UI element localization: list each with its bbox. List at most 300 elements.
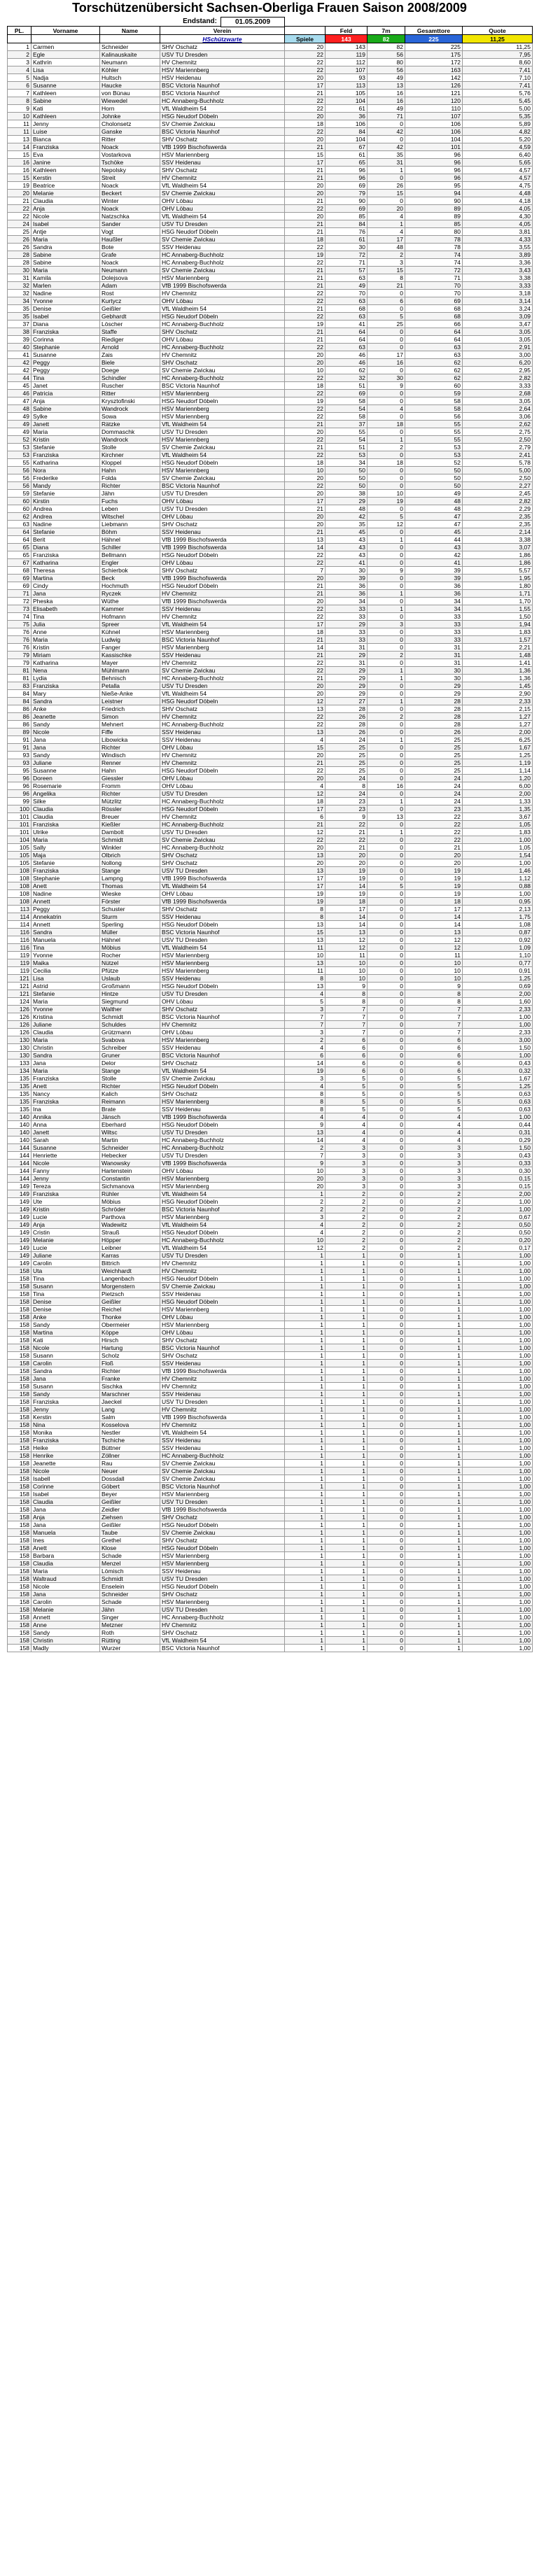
quota-cell: 4,82 [463,128,533,136]
total-goals-cell: 1 [405,1306,463,1314]
seven-m-cell: 0 [368,1645,405,1652]
field-goals-cell: 30 [326,244,368,251]
games-cell: 1 [285,1491,326,1498]
club-cell: VfB 1999 Bischofswerda [160,1113,285,1121]
games-cell: 17 [285,875,326,882]
quota-cell: 1,00 [463,1621,533,1629]
rank-cell: 144 [8,1152,31,1160]
first-name-cell: Franziska [31,328,100,336]
field-goals-cell: 19 [326,867,368,875]
quota-cell: 2,35 [463,513,533,521]
games-cell: 21 [285,590,326,598]
rank-cell: 158 [8,1437,31,1444]
quota-cell: 1,00 [463,1306,533,1314]
total-goals-cell: 5 [405,1075,463,1083]
table-row [8,1183,533,1190]
total-goals-cell: 25 [405,767,463,775]
quota-cell: 1,36 [463,667,533,675]
games-cell: 20 [285,752,326,759]
total-goals-cell: 68 [405,313,463,321]
quota-cell: 4,59 [463,143,533,151]
total-goals-cell: 1 [405,1429,463,1437]
rank-cell: 26 [8,244,31,251]
first-name-cell: Jana [31,1060,100,1067]
quota-cell: 3,36 [463,259,533,267]
rank-cell: 100 [8,805,31,813]
last-name-cell: Reichel [100,1306,160,1314]
rank-cell: 101 [8,813,31,821]
table-row [8,1160,533,1167]
last-name-cell: Leibner [100,1244,160,1252]
last-name-cell: Jähn [100,490,160,498]
seven-m-cell: 1 [368,436,405,444]
quota-cell: 0,43 [463,1060,533,1067]
last-name-cell: Lang [100,1406,160,1414]
last-name-cell: Walther [100,1006,160,1013]
games-cell: 21 [285,282,326,290]
seven-m-cell: 0 [368,1152,405,1160]
seven-m-cell: 0 [368,705,405,713]
rank-cell: 76 [8,636,31,644]
seven-m-cell: 0 [368,413,405,421]
total-goals-cell: 19 [405,882,463,890]
club-cell: VfB 1999 Bischofswerda [160,536,285,544]
rank-cell: 75 [8,621,31,628]
field-goals-cell: 1 [326,1252,368,1260]
games-cell: 1 [285,1583,326,1591]
field-goals-cell: 43 [326,536,368,544]
field-goals-cell: 25 [326,759,368,767]
quota-cell: 1,27 [463,713,533,721]
games-cell: 21 [285,90,326,97]
total-goals-cell: 1 [405,1583,463,1591]
first-name-cell: Franziska [31,1098,100,1106]
last-name-cell: Wandrock [100,405,160,413]
first-name-cell: Cindy [31,582,100,590]
rank-cell: 83 [8,682,31,690]
rank-cell: 158 [8,1552,31,1560]
club-cell: HSV Mariennberg [160,413,285,421]
games-cell: 1 [285,1560,326,1568]
rank-cell: 134 [8,1067,31,1075]
quota-cell: 1,00 [463,1460,533,1468]
first-name-cell: Lucie [31,1244,100,1252]
seven-m-cell: 0 [368,451,405,459]
games-cell: 21 [285,228,326,236]
club-cell: USV TU Dresden [160,1398,285,1406]
first-name-cell: Corinna [31,336,100,344]
last-name-cell: Rätzke [100,421,160,428]
table-row [8,1013,533,1021]
total-goals-cell: 70 [405,282,463,290]
last-name-cell: Kammer [100,605,160,613]
col-gesamt: Gesamttore [405,27,463,35]
club-cell: SHV Oschatz [160,1090,285,1098]
seven-m-cell: 9 [368,567,405,575]
club-cell: OHV Löbau [160,336,285,344]
seven-m-cell: 0 [368,1437,405,1444]
table-row [8,1121,533,1129]
table-row [8,267,533,274]
last-name-cell: Rühler [100,1190,160,1198]
total-goals-cell: 1 [405,1629,463,1637]
table-row [8,1244,533,1252]
seven-m-cell: 1 [368,698,405,705]
seven-m-cell: 16 [368,359,405,367]
rank-cell: 72 [8,598,31,605]
last-name-cell: Ziehsen [100,1514,160,1521]
last-name-cell: Köppe [100,1329,160,1337]
club-cell: HV Chemnitz [160,590,285,598]
field-goals-cell: 2 [326,1244,368,1252]
games-cell: 22 [285,405,326,413]
quota-cell: 7,10 [463,74,533,82]
club-cell: USV TU Dresden [160,51,285,59]
last-name-cell: Doege [100,367,160,374]
field-goals-cell: 64 [326,328,368,336]
first-name-cell: Martina [31,575,100,582]
games-cell: 20 [285,844,326,852]
table-row [8,1506,533,1514]
games-cell: 4 [285,1083,326,1090]
seven-m-cell: 0 [368,1391,405,1398]
field-goals-cell: 19 [326,875,368,882]
total-goals-cell: 30 [405,667,463,675]
games-cell: 22 [285,297,326,305]
games-cell: 21 [285,336,326,344]
games-cell: 17 [285,82,326,90]
games-cell: 1 [285,1367,326,1375]
table-row [8,628,533,636]
quota-cell: 2,41 [463,451,533,459]
field-goals-cell: 10 [326,975,368,983]
last-name-cell: Wanowsky [100,1160,160,1167]
games-cell: 1 [285,1398,326,1406]
table-row [8,1190,533,1198]
table-row [8,1591,533,1598]
first-name-cell: Heike [31,1444,100,1452]
last-name-cell: Schmidt [100,836,160,844]
total-goals-cell: 80 [405,228,463,236]
club-cell: BSC Victoria Naunhof [160,1344,285,1352]
seven-m-cell: 0 [368,959,405,967]
rank-cell: 158 [8,1637,31,1645]
club-cell: BSC Victoria Naunhof [160,482,285,490]
table-row [8,1468,533,1475]
club-cell: USV TU Dresden [160,682,285,690]
first-name-cell: Sally [31,844,100,852]
first-name-cell: Sabine [31,259,100,267]
seven-m-cell: 13 [368,813,405,821]
rank-cell: 158 [8,1575,31,1583]
table-row [8,1206,533,1213]
field-goals-cell: 29 [326,675,368,682]
total-goals-cell: 1 [405,1552,463,1560]
quota-cell: 4,18 [463,197,533,205]
last-name-cell: Stolle [100,444,160,451]
total-goals-cell: 85 [405,220,463,228]
quota-cell: 3,24 [463,305,533,313]
seven-m-cell: 0 [368,1275,405,1283]
quota-cell: 0,87 [463,929,533,936]
club-cell: SV Chemie Zwickau [160,367,285,374]
games-cell: 22 [285,244,326,251]
games-cell: 1 [285,1267,326,1275]
quota-cell: 1,00 [463,1283,533,1290]
seven-m-cell: 0 [368,936,405,944]
games-cell: 1 [285,1444,326,1452]
first-name-cell: Franziska [31,1398,100,1406]
table-row [8,1560,533,1568]
games-cell: 21 [285,167,326,174]
total-goals-cell: 106 [405,128,463,136]
table-row [8,652,533,659]
rank-cell: 108 [8,898,31,906]
field-goals-cell: 90 [326,197,368,205]
club-cell: SV Chemie Zwickau [160,444,285,451]
quota-cell: 1,00 [463,1437,533,1444]
rank-cell: 158 [8,1444,31,1452]
games-cell: 20 [285,474,326,482]
last-name-cell: Dolejsova [100,274,160,282]
last-name-cell: Ritter [100,390,160,397]
total-goals-cell: 10 [405,959,463,967]
games-cell: 1 [285,1375,326,1383]
field-goals-cell: 29 [326,498,368,505]
last-name-cell: Ruscher [100,382,160,390]
quota-cell: 3,33 [463,382,533,390]
last-name-cell: Breuer [100,813,160,821]
last-name-cell: Schuster [100,906,160,913]
first-name-cell: Stefanie [31,990,100,998]
schuetzwarte-link[interactable]: HSchützwarte [160,35,285,43]
total-goals-cell: 22 [405,813,463,821]
club-cell: USV TU Dresden [160,829,285,836]
club-cell: SV Chemie Zwickau [160,1075,285,1083]
club-cell: OHV Löbau [160,498,285,505]
quota-cell: 3,89 [463,251,533,259]
games-cell: 3 [285,1213,326,1221]
last-name-cell: Grafe [100,251,160,259]
total-goals-cell: 69 [405,297,463,305]
games-cell: 1 [285,1598,326,1606]
table-row [8,1606,533,1614]
total-goals-cell: 10 [405,967,463,975]
club-cell: OHV Löbau [160,559,285,567]
first-name-cell: Stephanie [31,344,100,351]
field-goals-cell: 1 [326,1283,368,1290]
games-cell: 20 [285,682,326,690]
field-goals-cell: 12 [326,936,368,944]
quota-cell: 1,05 [463,821,533,829]
first-name-cell: Carolin [31,1598,100,1606]
first-name-cell: Christin [31,1637,100,1645]
table-row [8,1583,533,1591]
games-cell: 22 [285,259,326,267]
games-cell: 20 [285,213,326,220]
club-cell: BSC Victoria Naunhof [160,1645,285,1652]
games-cell: 1 [285,1645,326,1652]
games-cell: 1 [285,1614,326,1621]
field-goals-cell: 1 [326,1314,368,1321]
rank-cell: 126 [8,1006,31,1013]
games-cell: 6 [285,1052,326,1060]
field-goals-cell: 37 [326,421,368,428]
first-name-cell: Susann [31,1352,100,1360]
table-row [8,1537,533,1544]
field-goals-cell: 2 [326,1190,368,1198]
field-goals-cell: 14 [326,913,368,921]
field-goals-cell: 54 [326,436,368,444]
games-cell: 1 [285,1260,326,1267]
games-cell: 1 [285,1352,326,1360]
seven-m-cell: 0 [368,1360,405,1367]
quota-cell: 3,05 [463,397,533,405]
table-row [8,1098,533,1106]
seven-m-cell: 0 [368,290,405,297]
quota-cell: 5,45 [463,97,533,105]
total-goals-cell: 29 [405,690,463,698]
first-name-cell: Nicole [31,729,100,736]
seven-m-cell: 21 [368,282,405,290]
field-goals-cell: 22 [326,821,368,829]
table-row [8,236,533,244]
club-cell: VfL Waldheim 54 [160,1067,285,1075]
field-goals-cell: 72 [326,251,368,259]
seven-m-cell: 0 [368,575,405,582]
table-row [8,197,533,205]
games-cell: 22 [285,97,326,105]
total-goals-cell: 55 [405,421,463,428]
quota-cell: 1,00 [463,1275,533,1283]
field-goals-cell: 106 [326,120,368,128]
col-spiele [285,27,326,35]
last-name-cell: Hahn [100,767,160,775]
table-row [8,1544,533,1552]
table-row [8,367,533,374]
rank-cell: 24 [8,220,31,228]
total-goals-cell: 25 [405,736,463,744]
seven-m-cell: 0 [368,898,405,906]
club-cell: OHV Löbau [160,775,285,782]
quota-cell: 1,12 [463,875,533,882]
total-goals-cell: 60 [405,382,463,390]
field-goals-cell: 25 [326,767,368,775]
rank-cell: 28 [8,251,31,259]
seven-m-cell: 31 [368,159,405,167]
last-name-cell: Rütting [100,1637,160,1645]
seven-m-cell: 0 [368,336,405,344]
games-cell: 4 [285,1229,326,1237]
club-cell: USV TU Dresden [160,505,285,513]
seven-m-cell: 0 [368,1006,405,1013]
total-goals-cell: 24 [405,798,463,805]
games-cell: 19 [285,890,326,898]
games-cell: 20 [285,182,326,190]
quota-cell: 1,94 [463,621,533,628]
quota-cell: 0,31 [463,1129,533,1136]
quota-cell: 2,75 [463,428,533,436]
seven-m-cell: 0 [368,1575,405,1583]
field-goals-cell: 96 [326,174,368,182]
seven-m-cell: 0 [368,1067,405,1075]
last-name-cell: Wiltsc [100,1129,160,1136]
field-goals-cell: 39 [326,575,368,582]
first-name-cell: Tina [31,1290,100,1298]
games-cell: 18 [285,120,326,128]
rank-cell: 16 [8,159,31,167]
games-cell: 5 [285,998,326,1006]
rank-cell: 158 [8,1468,31,1475]
rank-cell: 144 [8,1160,31,1167]
rank-cell: 149 [8,1237,31,1244]
seven-m-cell: 82 [368,43,405,51]
field-goals-cell: 7 [326,1013,368,1021]
last-name-cell: Müller [100,929,160,936]
quota-cell: 2,00 [463,790,533,798]
first-name-cell: Kathleen [31,90,100,97]
table-row [8,1360,533,1367]
games-cell: 1 [285,1337,326,1344]
total-goals-cell: 3 [405,1175,463,1183]
first-name-cell: Angelika [31,790,100,798]
first-name-cell: Annett [31,1614,100,1621]
total-goals-cell: 2 [405,1244,463,1252]
first-name-cell: Bianca [31,136,100,143]
header-row [8,27,533,35]
seven-m-cell: 0 [368,1298,405,1306]
total-goals-cell: 52 [405,459,463,467]
total-goals-cell: 5 [405,1098,463,1106]
field-goals-cell: 1 [326,1290,368,1298]
table-row [8,575,533,582]
club-cell: HSG Neudorf Döbeln [160,397,285,405]
first-name-cell: Theresa [31,567,100,575]
first-name-cell: Diana [31,321,100,328]
total-goals-cell: 30 [405,675,463,682]
last-name-cell: Adam [100,282,160,290]
field-goals-cell: 71 [326,259,368,267]
last-name-cell: Krysztofinski [100,397,160,405]
last-name-cell: Jänsch [100,1113,160,1121]
last-name-cell: Metzner [100,1621,160,1629]
last-name-cell: Beckert [100,190,160,197]
club-cell: BSC Victoria Naunhof [160,1013,285,1021]
quota-cell: 1,00 [463,1352,533,1360]
rank-cell: 44 [8,374,31,382]
club-cell: HC Annaberg-Buchholz [160,1144,285,1152]
seven-m-cell: 0 [368,1144,405,1152]
table-row [8,51,533,59]
club-cell: SHV Oschatz [160,359,285,367]
quota-cell: 1,20 [463,775,533,782]
rank-cell: 37 [8,321,31,328]
games-cell: 18 [285,382,326,390]
seven-m-cell: 0 [368,1591,405,1598]
club-cell: HV Chemnitz [160,1406,285,1414]
table-row [8,536,533,544]
first-name-cell: Sandra [31,929,100,936]
games-cell: 19 [285,251,326,259]
quota-cell: 1,00 [463,1414,533,1421]
total-goals-cell: 1 [405,1352,463,1360]
games-cell: 20 [285,74,326,82]
seven-m-cell: 0 [368,1136,405,1144]
rank-cell: 1 [8,43,31,51]
seven-m-cell: 30 [368,374,405,382]
field-goals-cell: 1 [326,1552,368,1560]
field-goals-cell: 24 [326,736,368,744]
